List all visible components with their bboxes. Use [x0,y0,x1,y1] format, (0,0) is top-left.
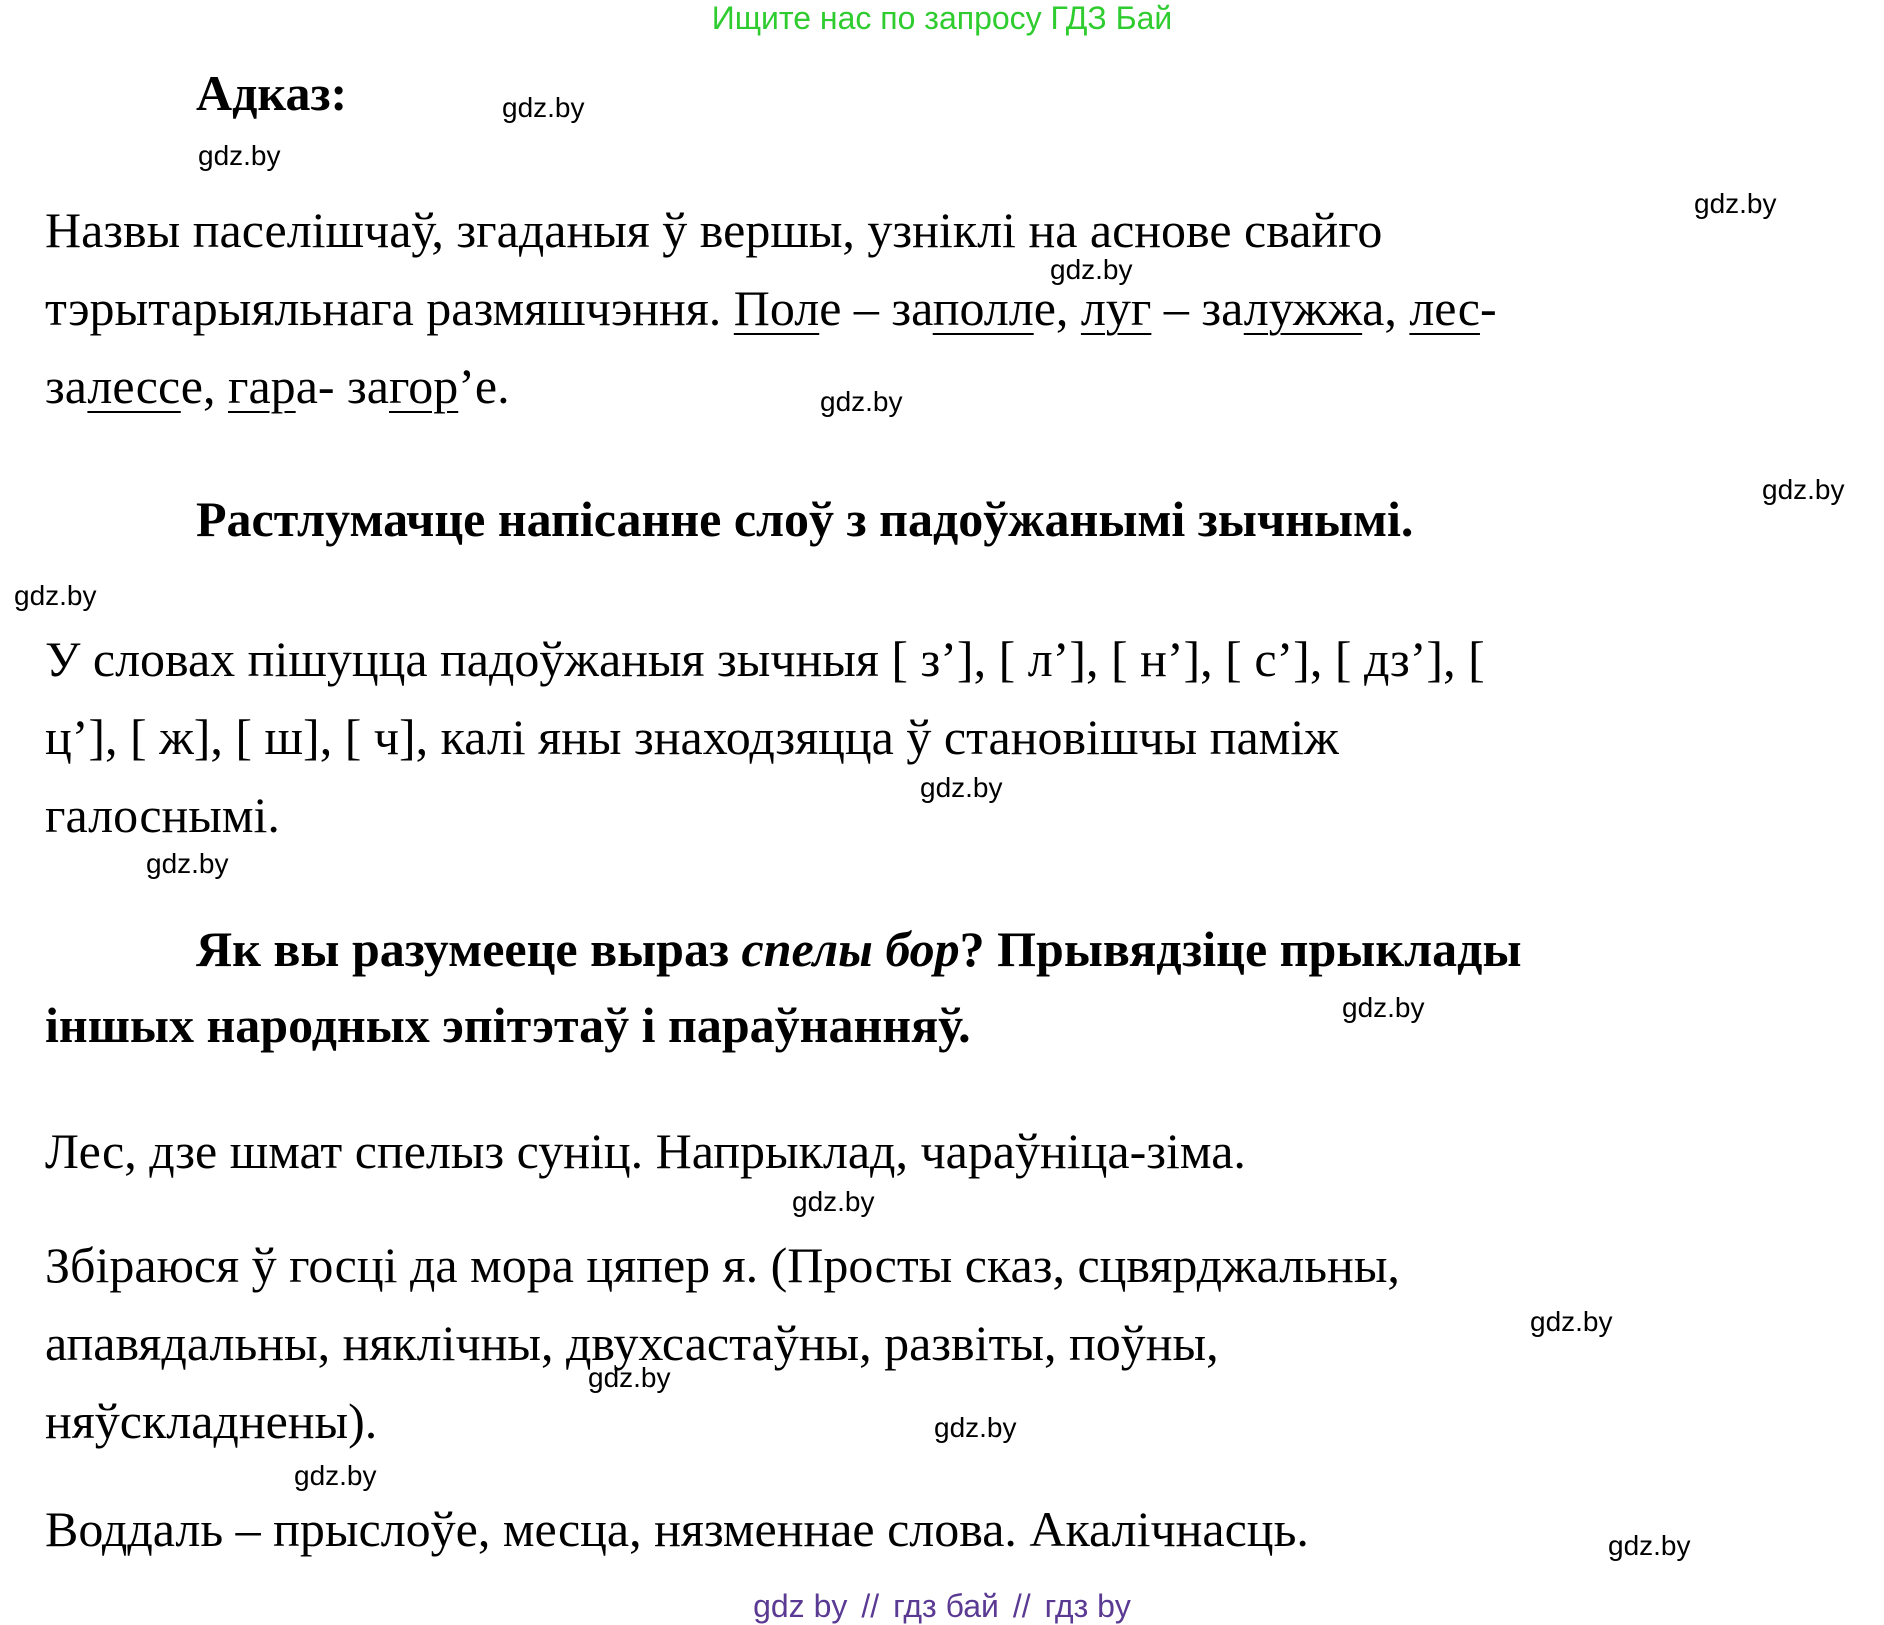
watermark: gdz.by [792,1186,875,1217]
watermark: gdz.by [1608,1530,1691,1561]
watermark: gdz.by [502,92,585,123]
text-run: е – за [819,280,933,336]
underlined-word: гар [227,358,296,414]
question3-heading-line1 [196,920,1522,978]
section3-p2-line3: няўскладнены). [45,1393,378,1449]
watermark: gdz.by [1530,1306,1613,1337]
question3-heading-line2: іншых народных эпітэтаў і параўнанняў. [45,997,971,1053]
underlined-word: луг [1080,280,1152,336]
text-run: – за [1151,280,1244,336]
text-run: за [45,358,88,414]
text-run: Як вы разумееце выраз [196,921,742,977]
watermark: gdz.by [1342,992,1425,1023]
separator: // [1012,1588,1031,1624]
separator: // [861,1588,880,1624]
footer-link[interactable]: гдз бай [893,1588,999,1624]
section3-p3-line1: Воддаль – прыслоўе, месца, нязменнае слова. Акалічнасць. [45,1501,1309,1557]
answer-heading: Адказ: [196,65,348,121]
text-run: - [1479,280,1497,336]
watermark: gdz.by [820,386,903,417]
section3-p2-line2: апавядальны, няклічны, двухсастаўны, развіты, поўны, [45,1315,1219,1371]
watermark: gdz.by [294,1460,377,1491]
watermark: gdz.by [1694,188,1777,219]
text-run: ’е. [458,358,510,414]
underlined-word: гор [388,358,459,414]
section2-line2: ц’], [ ж], [ ш], [ ч], калі яны знаходзяцца ў становішчы паміж [45,709,1339,765]
footer-link[interactable]: гдз by [1044,1588,1131,1624]
section3-line1: Лес, дзе шмат спелыз суніц. Напрыклад, чараўніца-зіма. [45,1123,1246,1179]
watermark: gdz.by [198,140,281,171]
watermark: gdz.by [588,1362,671,1393]
section1-line1: Назвы паселішчаў, згаданыя ў вершы, узніклі на аснове свайго [45,202,1383,258]
section3-p2-line1: Збіраюся ў госці да мора цяпер я. (Просты сказ, сцвярджальны, [45,1237,1400,1293]
footer-link[interactable]: gdz by [753,1588,848,1624]
section1-line2 [45,269,1497,347]
text-run: е, [1033,280,1081,336]
italic-phrase: спелы бор [741,921,960,977]
underlined-word: Пол [733,280,820,336]
underlined-word: лесс [87,358,181,414]
section2-line1: У словах пішуцца падоўжаныя зычныя [ з’], [ л’], [ н’], [ с’], [ дз’], [ [45,631,1485,687]
text-run: ? Прывядзіце прыклады [959,921,1522,977]
underlined-word: лужж [1243,280,1363,336]
underlined-word: полл [932,280,1034,336]
underlined-word: лес [1409,280,1480,336]
text-run: е, [180,358,228,414]
text-run: а- за [295,358,389,414]
watermark: gdz.by [146,848,229,879]
watermark: gdz.by [920,772,1003,803]
footer-links [0,1588,1884,1625]
watermark: gdz.by [934,1412,1017,1443]
question2-heading: Растлумачце напісанне слоў з падоўжанымі зычнымі. [196,491,1414,547]
section2-line3: галоснымі. [45,787,280,843]
watermark: gdz.by [14,580,97,611]
top-banner: Ищите нас по запросу ГДЗ Бай [711,0,1173,36]
watermark: gdz.by [1762,474,1845,505]
text-run: а, [1362,280,1410,336]
section1-line3 [45,347,510,425]
watermark: gdz.by [1050,254,1133,285]
text-run: тэрытарыяльнага размяшчэння. [45,280,734,336]
